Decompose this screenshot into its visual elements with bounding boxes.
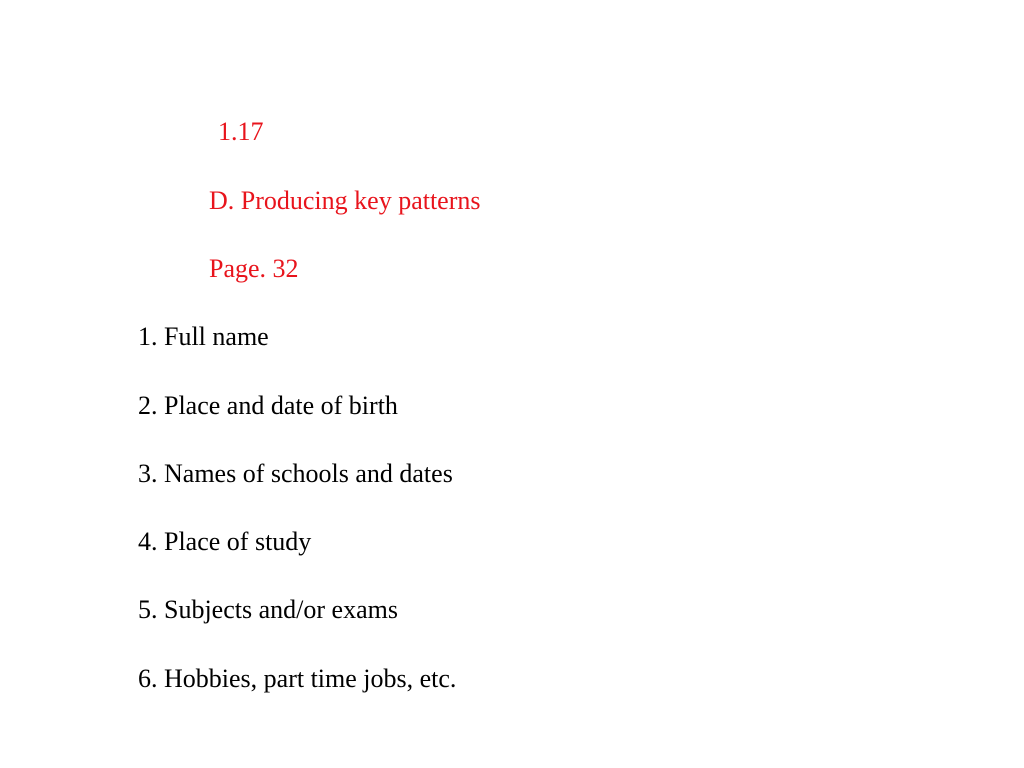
list-item: 1. Full name	[138, 322, 269, 351]
list-item: 5. Subjects and/or exams	[138, 595, 398, 624]
list-item: 3. Names of schools and dates	[138, 459, 453, 488]
list-item: 2. Place and date of birth	[138, 391, 398, 420]
section-heading: D. Producing key patterns	[209, 186, 481, 215]
list-item: 4. Place of study	[138, 527, 312, 556]
list-item: 6. Hobbies, part time jobs, etc.	[138, 664, 457, 693]
page-reference: Page. 32	[209, 254, 299, 283]
section-number: 1.17	[218, 117, 264, 146]
